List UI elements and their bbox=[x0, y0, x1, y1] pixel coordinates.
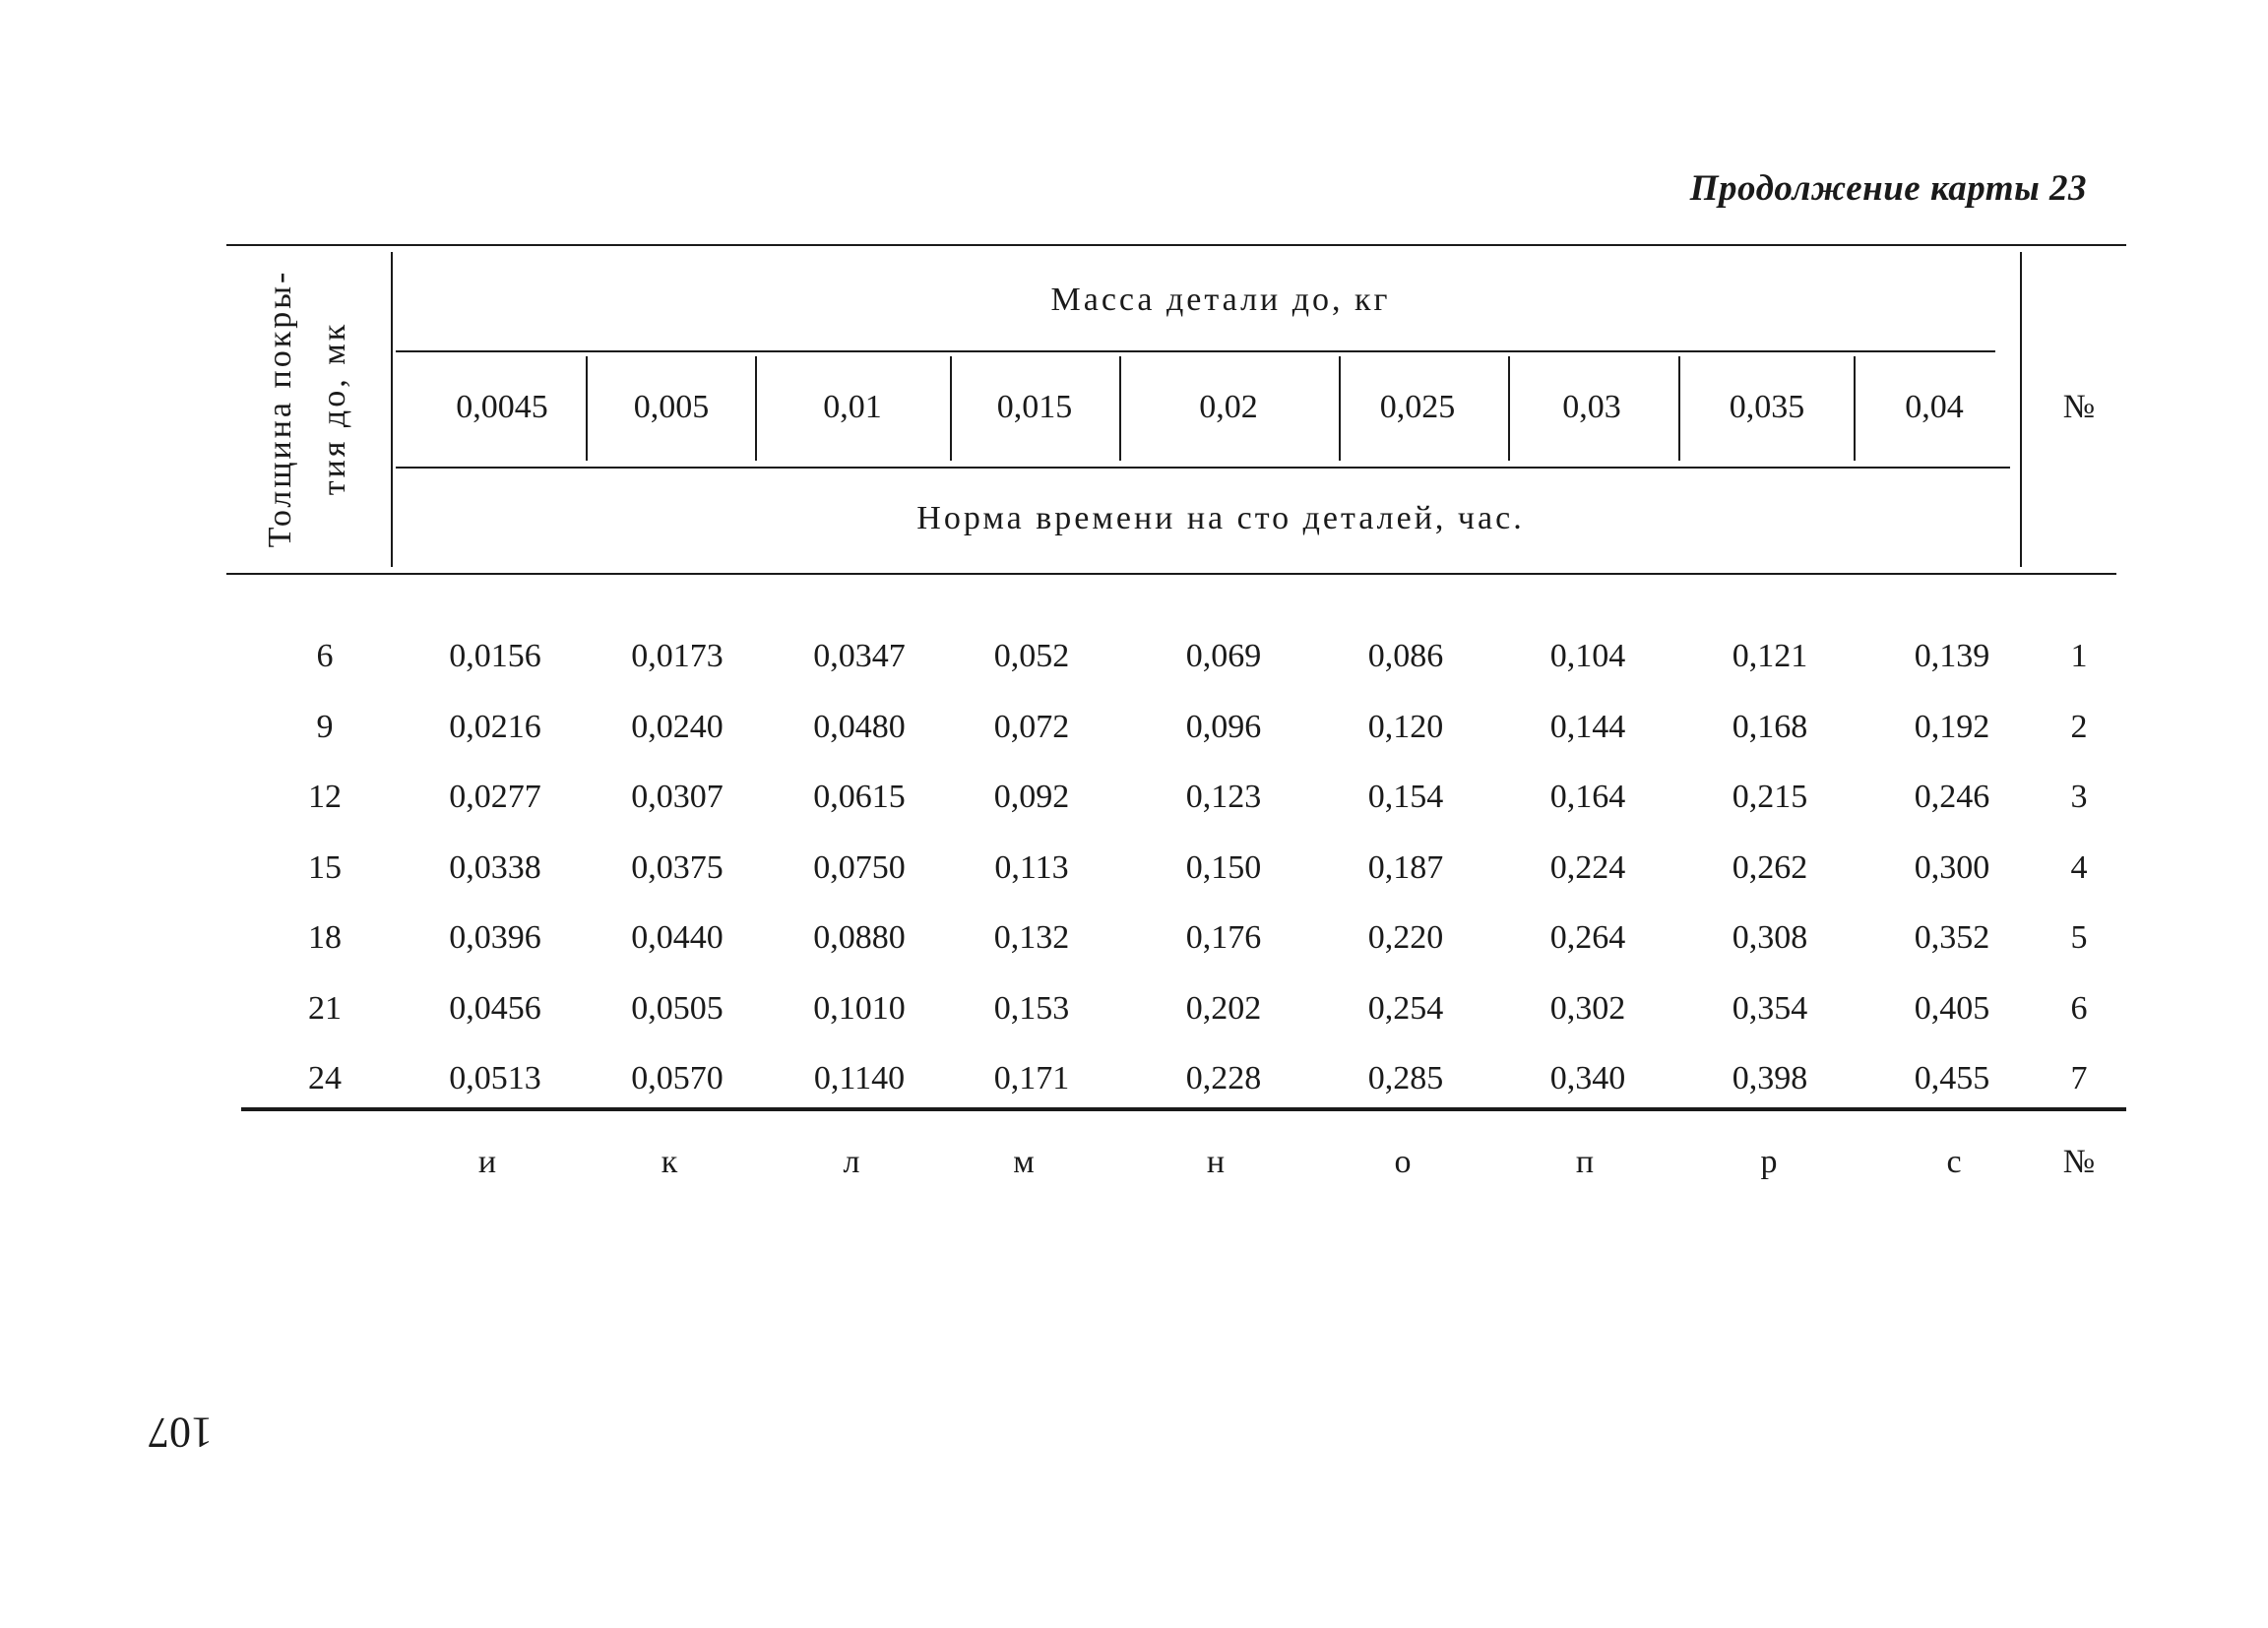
norm-value-cell: 0,340 bbox=[1549, 1060, 1626, 1096]
thickness-header-line2: тия до, мк bbox=[316, 321, 352, 496]
norm-value-cell: 0,120 bbox=[1367, 708, 1444, 745]
norm-value-cell: 0,096 bbox=[1185, 708, 1262, 745]
page-number: 107 bbox=[148, 1409, 213, 1457]
thickness-cell: 6 bbox=[316, 638, 334, 674]
thickness-cell: 24 bbox=[308, 1060, 342, 1096]
norm-value-cell: 0,176 bbox=[1185, 919, 1262, 956]
norm-header: Норма времени на сто деталей, час. bbox=[916, 500, 1525, 536]
mass-value: 0,0045 bbox=[456, 389, 548, 425]
row-number-cell: 3 bbox=[2070, 779, 2088, 815]
row-number-cell: 4 bbox=[2070, 848, 2088, 886]
column-letter: о bbox=[1394, 1144, 1412, 1180]
norm-value-cell: 0,154 bbox=[1367, 779, 1444, 815]
norm-value-cell: 0,224 bbox=[1549, 848, 1626, 886]
norm-value-cell: 0,153 bbox=[993, 989, 1070, 1027]
footer-no: № bbox=[2062, 1144, 2096, 1180]
mass-value: 0,025 bbox=[1379, 389, 1456, 425]
row-number-cell: 1 bbox=[2070, 638, 2088, 674]
norm-value-cell: 0,264 bbox=[1549, 919, 1626, 956]
header-bottom-rule bbox=[226, 573, 2116, 575]
norm-value-cell: 0,150 bbox=[1185, 848, 1262, 886]
mass-value: 0,035 bbox=[1729, 389, 1805, 425]
norm-value-cell: 0,0750 bbox=[813, 848, 906, 886]
mass-value: 0,04 bbox=[1905, 389, 1964, 425]
table-caption: Продолжение карты 23 bbox=[1689, 168, 2087, 209]
norm-value-cell: 0,192 bbox=[1914, 708, 1990, 745]
norm-value-cell: 0,228 bbox=[1185, 1060, 1262, 1096]
norm-value-cell: 0,246 bbox=[1914, 779, 1990, 815]
column-letter: к bbox=[661, 1144, 678, 1180]
norm-value-cell: 0,139 bbox=[1914, 638, 1990, 674]
norm-value-cell: 0,164 bbox=[1549, 779, 1626, 815]
thickness-cell: 21 bbox=[308, 989, 342, 1027]
thickness-cell: 15 bbox=[308, 848, 342, 886]
norm-value-cell: 0,0277 bbox=[449, 779, 541, 815]
norm-value-cell: 0,072 bbox=[993, 708, 1070, 745]
column-letter: р bbox=[1760, 1144, 1778, 1180]
norm-value-cell: 0,0396 bbox=[449, 919, 541, 956]
norm-value-cell: 0,0880 bbox=[813, 919, 906, 956]
mass-header-rule bbox=[396, 350, 1995, 352]
norm-value-cell: 0,092 bbox=[993, 779, 1070, 815]
mass-header: Масса детали до, кг bbox=[1050, 282, 1391, 318]
norm-value-cell: 0,1140 bbox=[813, 1060, 906, 1096]
norm-value-cell: 0,0456 bbox=[449, 989, 541, 1027]
norm-value-cell: 0,254 bbox=[1367, 989, 1444, 1027]
norm-value-cell: 0,352 bbox=[1914, 919, 1990, 956]
mass-value: 0,01 bbox=[823, 389, 882, 425]
row-number-cell: 2 bbox=[2070, 708, 2088, 745]
norm-value-cell: 0,0307 bbox=[631, 779, 724, 815]
norm-value-cell: 0,0513 bbox=[449, 1060, 541, 1096]
column-letter: и bbox=[477, 1144, 497, 1180]
norm-value-cell: 0,0240 bbox=[631, 708, 724, 745]
norm-value-cell: 0,398 bbox=[1732, 1060, 1808, 1096]
mass-value: 0,005 bbox=[633, 389, 710, 425]
norm-value-cell: 0,302 bbox=[1549, 989, 1626, 1027]
norm-value-cell: 0,0615 bbox=[813, 779, 906, 815]
norm-value-cell: 0,121 bbox=[1732, 638, 1808, 674]
norm-value-cell: 0,455 bbox=[1914, 1060, 1990, 1096]
norm-value-cell: 0,308 bbox=[1732, 919, 1808, 956]
column-letter: п bbox=[1575, 1144, 1595, 1180]
header-top-rule bbox=[226, 244, 2126, 246]
body-bottom-rule bbox=[241, 1107, 2126, 1111]
no-header: № bbox=[2062, 389, 2096, 425]
norm-value-cell: 0,168 bbox=[1732, 708, 1808, 745]
column-letter: л bbox=[843, 1144, 860, 1180]
mass-value: 0,02 bbox=[1199, 389, 1258, 425]
norm-value-cell: 0,215 bbox=[1732, 779, 1808, 815]
norm-value-cell: 0,113 bbox=[994, 848, 1069, 886]
thickness-col-divider bbox=[391, 252, 393, 567]
norm-value-cell: 0,285 bbox=[1367, 1060, 1444, 1096]
norm-value-cell: 0,300 bbox=[1914, 848, 1990, 886]
norm-value-cell: 0,202 bbox=[1185, 989, 1262, 1027]
norm-value-cell: 0,171 bbox=[993, 1060, 1070, 1096]
mass-separator bbox=[1678, 356, 1680, 461]
mass-separator bbox=[755, 356, 757, 461]
thickness-cell: 12 bbox=[308, 779, 342, 815]
norm-value-cell: 0,405 bbox=[1914, 989, 1990, 1027]
norm-value-cell: 0,069 bbox=[1185, 638, 1262, 674]
norm-value-cell: 0,144 bbox=[1549, 708, 1626, 745]
norm-value-cell: 0,0375 bbox=[631, 848, 724, 886]
mass-value: 0,015 bbox=[996, 389, 1073, 425]
norm-value-cell: 0,0216 bbox=[449, 708, 541, 745]
thickness-cell: 18 bbox=[308, 919, 342, 956]
norm-value-cell: 0,220 bbox=[1367, 919, 1444, 956]
norm-value-cell: 0,354 bbox=[1732, 989, 1808, 1027]
column-letter: м bbox=[1013, 1144, 1035, 1180]
norm-value-cell: 0,0347 bbox=[813, 638, 906, 674]
norm-value-cell: 0,132 bbox=[993, 919, 1070, 956]
norm-value-cell: 0,0480 bbox=[813, 708, 906, 745]
mass-separator bbox=[1119, 356, 1121, 461]
norm-value-cell: 0,086 bbox=[1367, 638, 1444, 674]
row-number-cell: 7 bbox=[2070, 1060, 2088, 1096]
norm-value-cell: 0,0173 bbox=[631, 638, 724, 674]
norm-value-cell: 0,104 bbox=[1549, 638, 1626, 674]
norm-value-cell: 0,0440 bbox=[631, 919, 724, 956]
norm-value-cell: 0,262 bbox=[1732, 848, 1808, 886]
thickness-cell: 9 bbox=[316, 708, 334, 745]
mass-value: 0,03 bbox=[1562, 389, 1621, 425]
norm-value-cell: 0,1010 bbox=[813, 989, 906, 1027]
norm-value-cell: 0,0338 bbox=[449, 848, 541, 886]
norm-value-cell: 0,123 bbox=[1185, 779, 1262, 815]
norm-value-cell: 0,0156 bbox=[449, 638, 541, 674]
row-number-cell: 6 bbox=[2070, 989, 2088, 1027]
no-col-divider bbox=[2020, 252, 2022, 567]
norm-value-cell: 0,052 bbox=[993, 638, 1070, 674]
row-number-cell: 5 bbox=[2070, 919, 2088, 956]
column-letter: с bbox=[1946, 1144, 1962, 1180]
thickness-header-line1: Толщина покры- bbox=[262, 269, 298, 548]
norm-value-cell: 0,0505 bbox=[631, 989, 724, 1027]
norm-value-cell: 0,0570 bbox=[631, 1060, 724, 1096]
column-letter: н bbox=[1206, 1144, 1226, 1180]
norm-value-cell: 0,187 bbox=[1367, 848, 1444, 886]
mass-values-rule bbox=[396, 467, 2010, 469]
